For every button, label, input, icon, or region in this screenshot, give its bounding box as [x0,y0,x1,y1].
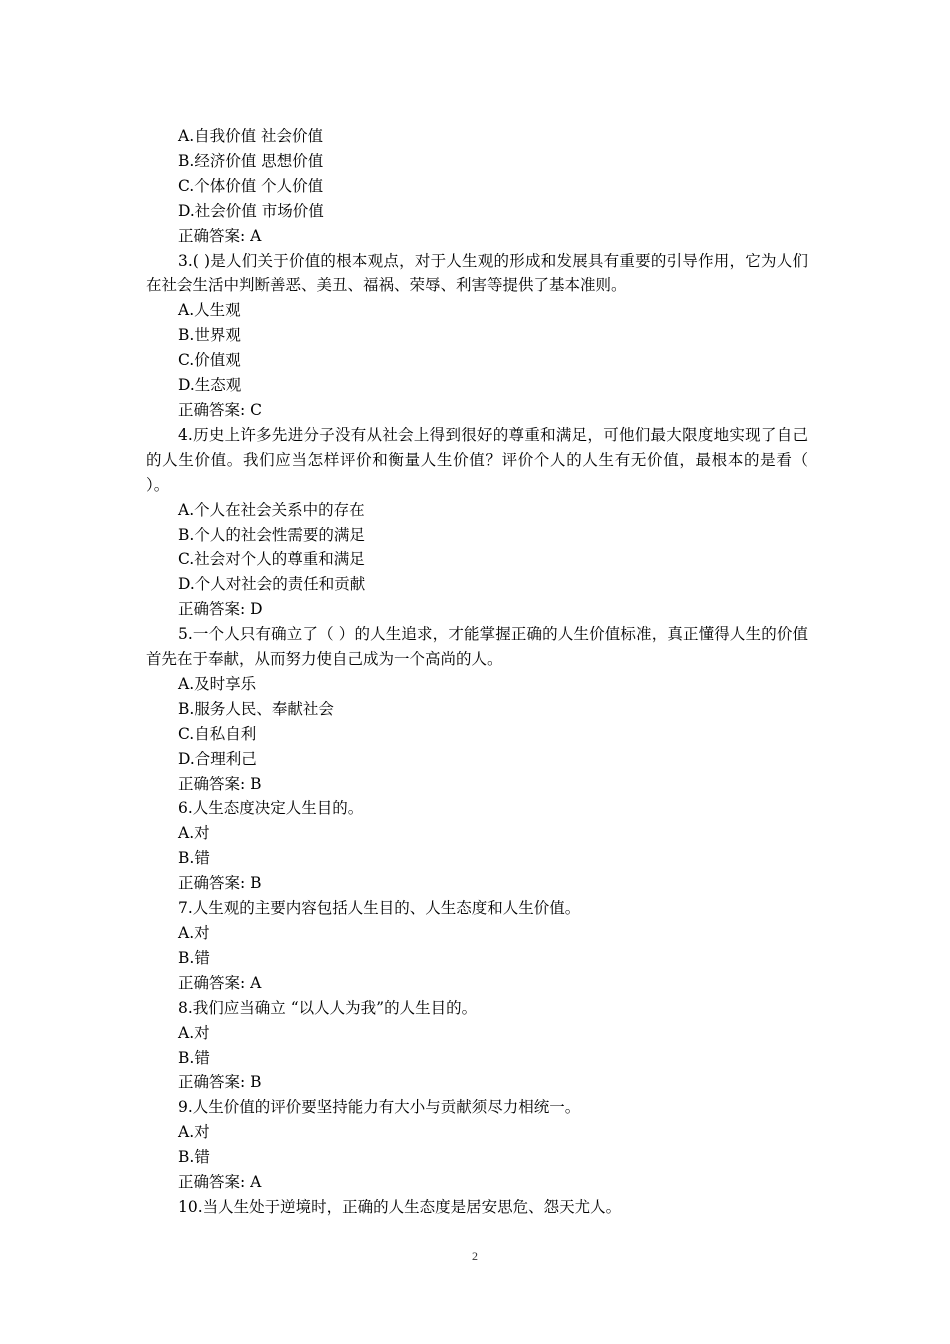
correct-answer: 正确答案: A [178,226,262,245]
answer-option: B.服务人民、奉献社会 [178,699,334,718]
correct-answer: 正确答案: B [178,774,262,793]
answer-option: A.个人在社会关系中的存在 [178,500,365,519]
question-text: 4.历史上许多先进分子没有从社会上得到很好的尊重和满足，可他们最大限度地实现了自己的人生价值。我们应当怎样评价和衡量人生价值？评价个人的人生有无价值，最根本的是看（ ）。 [146,425,808,494]
answer-option: B.错 [178,1148,210,1167]
answer-option: A.人生观 [178,301,241,320]
question-text: 10.当人生处于逆境时，正确的人生态度是居安思危、怨天尤人。 [178,1197,622,1216]
document-body [146,124,808,1220]
question-text: 8.我们应当确立 “以人人为我”的人生目的。 [178,998,478,1017]
answer-option: D.合理利己 [178,749,257,768]
answer-option: A.对 [178,924,210,942]
answer-option: A.对 [178,1123,210,1142]
page-number: 2 [472,1249,478,1263]
answer-option: B.错 [178,948,210,967]
correct-answer: 正确答案: A [178,973,262,992]
question-text: 3.( )是人们关于价值的根本观点，对于人生观的形成和发展具有重要的引导作用，它为人们在社会生活中判断善恶、美丑、福祸、荣辱、利害等提供了基本准则。 [146,251,808,295]
answer-option: A.对 [178,1023,210,1042]
question-text: 5.一个人只有确立了（ ）的人生追求，才能掌握正确的人生价值标准，真正懂得人生的价值首先在于奉献，从而努力使自己成为一个高尚的人。 [146,625,808,669]
answer-option: A.自我价值 社会价值 [178,127,324,145]
answer-option: C.自私自利 [178,724,257,743]
answer-option: C.个体价值 个人价值 [178,176,324,195]
answer-option: D.个人对社会的责任和贡献 [178,575,366,594]
question-text: 9.人生价值的评价要坚持能力有大小与贡献须尽力相统一。 [178,1098,581,1117]
question-text: 6.人生态度决定人生目的。 [178,799,364,818]
answer-option: B.错 [178,849,210,868]
correct-answer: 正确答案: A [178,1173,262,1192]
correct-answer: 正确答案: B [178,874,262,893]
answer-option: C.价值观 [178,351,241,370]
correct-answer: 正确答案: D [178,600,263,619]
answer-option: A.对 [178,824,210,843]
answer-option: C.社会对个人的尊重和满足 [178,550,365,569]
answer-option: B.错 [178,1048,210,1067]
answer-option: D.生态观 [178,376,242,395]
answer-option: D.社会价值 市场价值 [178,201,324,220]
correct-answer: 正确答案: B [178,1073,262,1092]
correct-answer: 正确答案: C [178,400,263,419]
question-text: 7.人生观的主要内容包括人生目的、人生态度和人生价值。 [178,899,581,918]
answer-option: B.世界观 [178,326,241,345]
answer-option: B.个人的社会性需要的满足 [178,525,365,544]
answer-option: A.及时享乐 [178,674,257,693]
answer-option: B.经济价值 思想价值 [178,151,324,170]
